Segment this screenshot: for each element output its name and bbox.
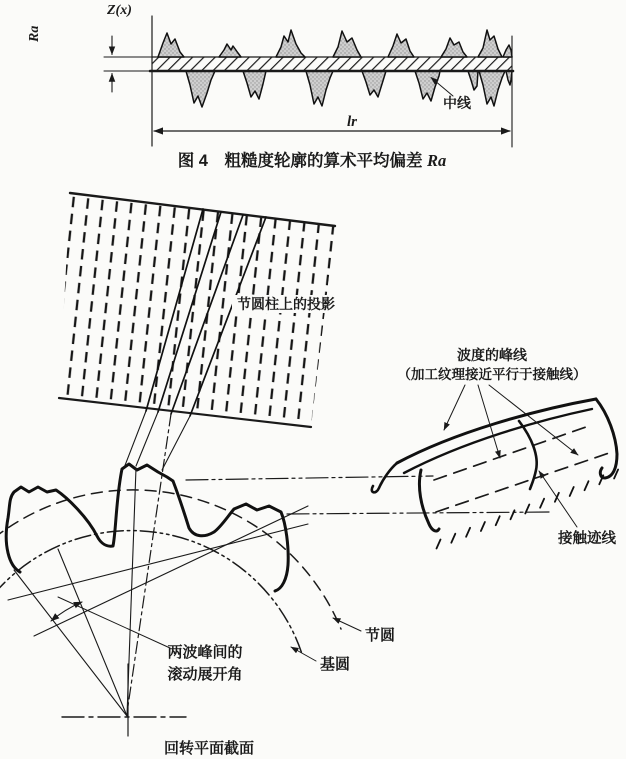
pitch-circle-label: 节圆: [365, 627, 396, 644]
figure4-caption: 图 4 粗糙度轮廓的算术平均偏差 Ra: [177, 151, 447, 170]
flank-right-edge: [596, 399, 617, 478]
flank-tip-inner-edge: [404, 409, 592, 473]
base-circle-label: 基圆: [320, 656, 351, 673]
section-label: 回转平面截面: [163, 740, 255, 757]
wave-crest-note: （加工纹理接近平行于接触线）: [397, 367, 587, 382]
lr-label: lr: [347, 114, 358, 130]
centerline-label: 中线: [443, 95, 471, 111]
wave-crest-label: 波度的峰线: [457, 347, 527, 363]
tangent-line-1: [34, 506, 308, 636]
tooth-flank-3d-view: [372, 399, 618, 549]
base-circle-leader: [291, 647, 316, 661]
projection-label: 节圆柱上的投影: [237, 296, 335, 312]
base-circle-arc: [0, 531, 302, 654]
roll-angle-label-line2: 滚动展开角: [167, 666, 243, 683]
roll-angle-label-line1: 两波峰间的: [167, 644, 243, 661]
roll-angle-arc: [51, 602, 82, 621]
contact-trace-label: 接触迹线: [558, 531, 616, 547]
roughness-profile-figure: [27, 3, 513, 170]
view-connector-centerlines: [186, 476, 549, 514]
roll-angle-leader: [58, 597, 170, 648]
pitch-circle-leader: [333, 618, 361, 631]
flank-left-hook: [372, 463, 397, 492]
mean-band-hatch: [152, 58, 512, 71]
contact-trace-curve: [519, 421, 537, 489]
z-axis-label: Z(x): [107, 3, 132, 18]
pitch-circle-arc: [0, 490, 341, 629]
flank-tip-outer-edge: [397, 399, 596, 463]
ra-label: Ra: [27, 25, 42, 42]
wave-crest-line-2: [436, 452, 612, 512]
projection-drop-lines: [124, 411, 190, 470]
gear-waviness-figure: [0, 193, 618, 757]
profile-peaks: [158, 30, 512, 57]
